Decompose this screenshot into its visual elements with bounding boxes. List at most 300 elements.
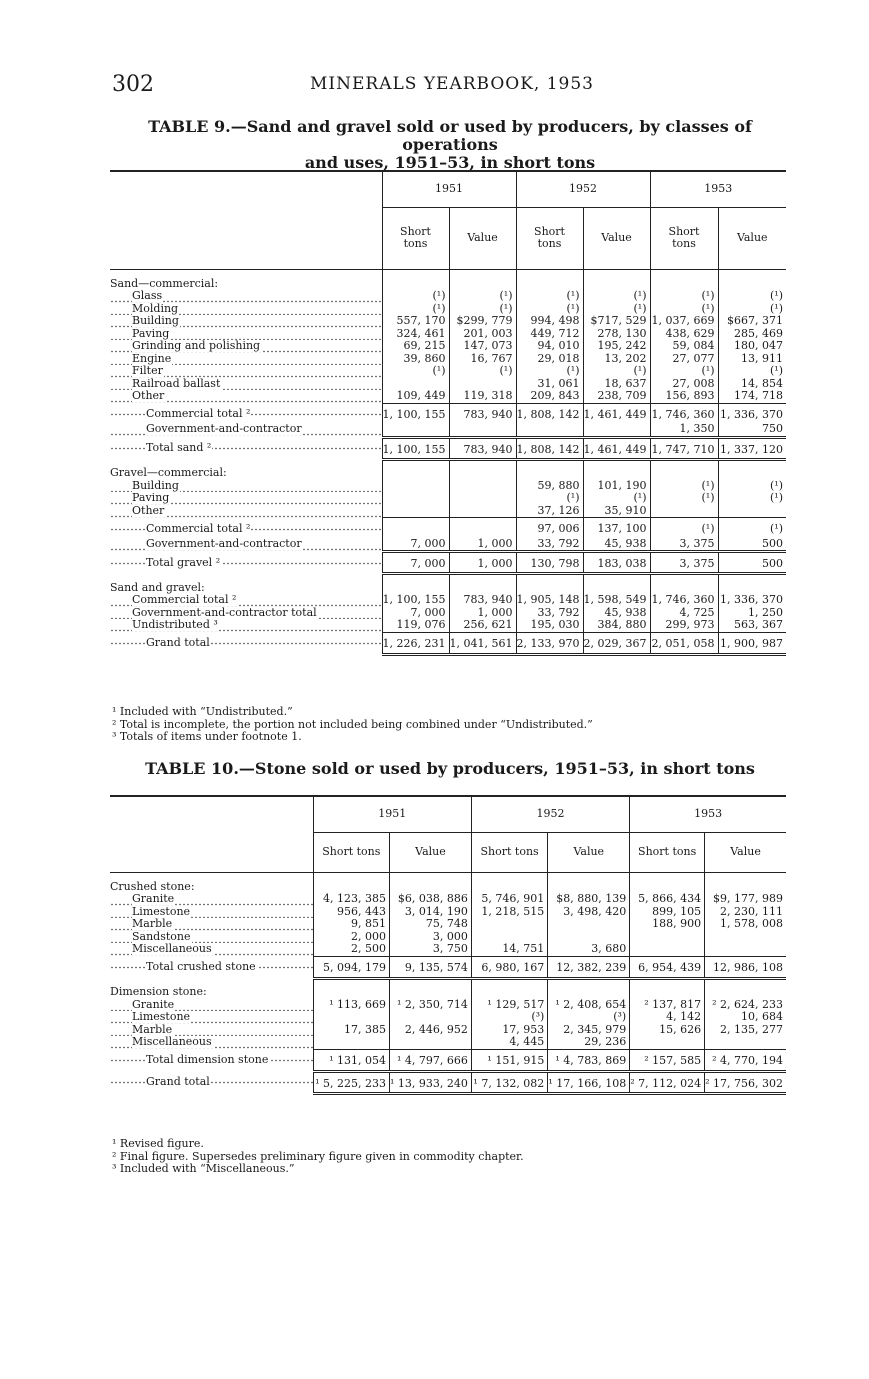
table10-row-label-text: Granite bbox=[132, 998, 175, 1011]
table9-row-label-text: Commercial total ² bbox=[146, 521, 251, 535]
table10-subheader: Value bbox=[548, 832, 630, 872]
table9-cell bbox=[718, 459, 786, 480]
table9-cell bbox=[718, 505, 786, 518]
table9-row-label-text: Total sand ² bbox=[146, 441, 212, 454]
table10-cell: $8, 880, 139 bbox=[548, 893, 630, 906]
table9-cell: 783, 940 bbox=[449, 594, 516, 607]
table9-row-label-text: Other bbox=[132, 504, 165, 517]
table9-cell bbox=[583, 574, 650, 595]
table9-cell: 994, 498 bbox=[516, 315, 583, 328]
table9-cell bbox=[449, 269, 516, 290]
table10-row-label bbox=[110, 906, 313, 919]
table9-row-label bbox=[110, 505, 382, 518]
table10-cell: ¹ 17, 166, 108 bbox=[548, 1071, 630, 1093]
table10-cell: 188, 900 bbox=[630, 918, 705, 931]
table9-cell: 2, 029, 367 bbox=[583, 632, 650, 654]
table10-row-label bbox=[110, 893, 313, 906]
table10-cell: 1, 578, 008 bbox=[705, 918, 786, 931]
table9-cell: (¹) bbox=[718, 480, 786, 493]
table10-row-label bbox=[110, 918, 313, 931]
table10-cell: ¹ 13, 933, 240 bbox=[390, 1071, 472, 1093]
table9-cell: 1, 746, 360 bbox=[650, 403, 718, 423]
table9-cell: (¹) bbox=[516, 492, 583, 505]
table10-row bbox=[110, 872, 786, 893]
table9-cell bbox=[382, 518, 449, 538]
table9-cell bbox=[449, 574, 516, 595]
table10-cell bbox=[705, 943, 786, 956]
table9-row bbox=[110, 290, 786, 303]
table9-cell: 1, 808, 142 bbox=[516, 437, 583, 459]
table10-cell: ² 137, 817 bbox=[630, 999, 705, 1012]
table9-cell bbox=[382, 505, 449, 518]
table9-cell: 1, 226, 231 bbox=[382, 632, 449, 654]
table10-cell bbox=[630, 943, 705, 956]
table9-cell: 209, 843 bbox=[516, 390, 583, 403]
table10-cell: 9, 851 bbox=[313, 918, 389, 931]
table9-cell bbox=[516, 574, 583, 595]
table10-cell: 12, 382, 239 bbox=[548, 956, 630, 978]
table9-cell: 97, 006 bbox=[516, 518, 583, 538]
table9-row bbox=[110, 423, 786, 437]
table10-cell bbox=[390, 872, 472, 893]
table10-cell: ² 7, 112, 024 bbox=[630, 1071, 705, 1093]
table9-cell: 384, 880 bbox=[583, 619, 650, 632]
table9-cell: 45, 938 bbox=[583, 607, 650, 620]
table9-footnote: ² Total is incomplete, the portion not included being combined under “Undistributed.” bbox=[112, 717, 593, 731]
table9-cell: 174, 718 bbox=[718, 390, 786, 403]
table10-cell: 12, 986, 108 bbox=[705, 956, 786, 978]
table9-subheader: Short tons bbox=[650, 207, 718, 269]
table9-cell: 27, 008 bbox=[650, 378, 718, 391]
table9-cell: 39, 860 bbox=[382, 353, 449, 366]
table9-cell bbox=[650, 574, 718, 595]
table9-cell: 156, 893 bbox=[650, 390, 718, 403]
table9-cell: 1, 336, 370 bbox=[718, 594, 786, 607]
table9-row-label bbox=[110, 492, 382, 505]
table10-cell bbox=[313, 978, 389, 999]
table9-cell: (¹) bbox=[382, 303, 449, 316]
table9-cell bbox=[516, 269, 583, 290]
table9-cell: 69, 215 bbox=[382, 340, 449, 353]
table9-cell bbox=[382, 574, 449, 595]
table10-row-label bbox=[110, 872, 313, 893]
table10-subheader: Short tons bbox=[471, 832, 547, 872]
table9-cell: 137, 100 bbox=[583, 518, 650, 538]
table10-cell: ¹ 131, 054 bbox=[313, 1049, 389, 1071]
table9-cell: (¹) bbox=[516, 303, 583, 316]
table10-cell: 5, 866, 434 bbox=[630, 893, 705, 906]
table9-row bbox=[110, 353, 786, 366]
table9-cell: 1, 000 bbox=[449, 607, 516, 620]
table9-cell: 183, 038 bbox=[583, 552, 650, 574]
table10-footnotes bbox=[112, 1138, 524, 1176]
table9-row-label bbox=[110, 353, 382, 366]
table10-row-label-text: Limestone bbox=[132, 905, 191, 918]
table9-cell: (¹) bbox=[650, 518, 718, 538]
table9-cell: 37, 126 bbox=[516, 505, 583, 518]
table10-row-label-text: Dimension stone: bbox=[110, 985, 207, 998]
table9-row-label-text: Paving bbox=[132, 327, 170, 340]
table10-row bbox=[110, 1049, 786, 1071]
running-head: MINERALS YEARBOOK, 1953 bbox=[310, 74, 594, 94]
table9-year-1951: 1951 bbox=[382, 171, 516, 207]
table9-row-label bbox=[110, 290, 382, 303]
table10-row-label-text: Miscellaneous bbox=[132, 943, 212, 955]
table9-cell: 2, 051, 058 bbox=[650, 632, 718, 654]
table9-cell: 557, 170 bbox=[382, 315, 449, 328]
table9-row-label bbox=[110, 328, 382, 341]
table10-cell: ¹ 113, 669 bbox=[313, 999, 389, 1012]
table9-cell bbox=[449, 492, 516, 505]
table9-cell: 1, 100, 155 bbox=[382, 437, 449, 459]
table10-cell: 2, 345, 979 bbox=[548, 1024, 630, 1037]
table9-cell: (¹) bbox=[650, 290, 718, 303]
table10-cell: 2, 000 bbox=[313, 931, 389, 944]
table10-row-label bbox=[110, 943, 313, 956]
table10-row-label-text: Granite bbox=[132, 893, 175, 905]
table10-row bbox=[110, 893, 786, 906]
table10-row-label-text: Crushed stone: bbox=[110, 879, 195, 893]
table9-cell: 33, 792 bbox=[516, 607, 583, 620]
table9-cell: 783, 940 bbox=[449, 437, 516, 459]
table9-cell: 1, 747, 710 bbox=[650, 437, 718, 459]
table10-cell: 6, 980, 167 bbox=[471, 956, 547, 978]
table9-cell: (¹) bbox=[516, 290, 583, 303]
table9-row-label bbox=[110, 538, 382, 552]
table9-row-label-text: Paving bbox=[132, 492, 170, 504]
table10-cell bbox=[390, 1036, 472, 1049]
table9-caption-line1: TABLE 9.—Sand and gravel sold or used by producers, by classes of operations bbox=[148, 117, 752, 154]
table9-row-label-text: Sand and gravel: bbox=[110, 580, 205, 594]
table10-row bbox=[110, 1011, 786, 1024]
table10-cell bbox=[471, 872, 547, 893]
table9-row-label bbox=[110, 459, 382, 480]
table9-cell: 1, 037, 669 bbox=[650, 315, 718, 328]
table9-row-label bbox=[110, 594, 382, 607]
table9-cell: 500 bbox=[718, 538, 786, 552]
table9-row-label bbox=[110, 315, 382, 328]
table9-cell bbox=[449, 518, 516, 538]
table9-cell: (¹) bbox=[449, 365, 516, 378]
table10-cell: 899, 105 bbox=[630, 906, 705, 919]
table10-cell: 75, 748 bbox=[390, 918, 472, 931]
table9-cell: 33, 792 bbox=[516, 538, 583, 552]
table9-cell: (¹) bbox=[718, 303, 786, 316]
table9-row-label-text: Grand total bbox=[146, 636, 210, 649]
table10-row bbox=[110, 978, 786, 999]
table9-row bbox=[110, 269, 786, 290]
table9-stub-header bbox=[110, 171, 382, 269]
table9-cell: 1, 100, 155 bbox=[382, 403, 449, 423]
table9-row-label-text: Government-and-contractor bbox=[146, 537, 302, 550]
table9-row-label bbox=[110, 303, 382, 316]
table9-row-label-text: Railroad ballast bbox=[132, 377, 221, 390]
table10-cell bbox=[390, 1011, 472, 1024]
table10-cell: 4, 142 bbox=[630, 1011, 705, 1024]
table9-cell: $299, 779 bbox=[449, 315, 516, 328]
table9-cell: 18, 637 bbox=[583, 378, 650, 391]
table10-cell: 10, 684 bbox=[705, 1011, 786, 1024]
table9-row bbox=[110, 403, 786, 423]
table9-cell: (¹) bbox=[516, 365, 583, 378]
table9-row bbox=[110, 365, 786, 378]
table9-cell: (¹) bbox=[650, 480, 718, 493]
table9-row-label bbox=[110, 619, 382, 632]
table9-subheader: Short tons bbox=[516, 207, 583, 269]
table9-cell bbox=[382, 423, 449, 437]
table10-cell: 3, 498, 420 bbox=[548, 906, 630, 919]
table9-cell bbox=[449, 423, 516, 437]
table9-subheader: Value bbox=[583, 207, 650, 269]
table9-cell: 16, 767 bbox=[449, 353, 516, 366]
table9-cell bbox=[718, 269, 786, 290]
table10-cell: ¹ 2, 408, 654 bbox=[548, 999, 630, 1012]
table10-row bbox=[110, 1024, 786, 1037]
table10-row-label-text: Total crushed stone bbox=[146, 960, 256, 973]
table9-cell: 3, 375 bbox=[650, 538, 718, 552]
table10-cell bbox=[630, 872, 705, 893]
table9-row bbox=[110, 619, 786, 632]
table9-cell: (¹) bbox=[583, 303, 650, 316]
table9-row-label-text: Filter bbox=[132, 365, 163, 377]
table9-row bbox=[110, 518, 786, 538]
table10-row-label-text: Marble bbox=[132, 1023, 173, 1036]
table9-cell bbox=[382, 480, 449, 493]
table9-cell: 2, 133, 970 bbox=[516, 632, 583, 654]
table9-caption-line2: and uses, 1951–53, in short tons bbox=[304, 153, 596, 172]
table9-cell: 1, 746, 360 bbox=[650, 594, 718, 607]
table9-cell: (¹) bbox=[718, 518, 786, 538]
table10-cell: 3, 750 bbox=[390, 943, 472, 956]
table9-cell: (¹) bbox=[382, 365, 449, 378]
table10-row-label bbox=[110, 999, 313, 1012]
table10-cell: ² 157, 585 bbox=[630, 1049, 705, 1071]
table9 bbox=[110, 170, 786, 656]
table9-row-label-text: Engine bbox=[132, 352, 172, 365]
table9-cell: 238, 709 bbox=[583, 390, 650, 403]
table9-row-label bbox=[110, 607, 382, 620]
table9-row-label bbox=[110, 480, 382, 493]
table9-cell bbox=[516, 459, 583, 480]
table9-row-label-text: Other bbox=[132, 390, 165, 402]
table9-subheader: Short tons bbox=[382, 207, 449, 269]
table9-row-label-text: Sand—commercial: bbox=[110, 276, 219, 290]
table10-cell: 9, 135, 574 bbox=[390, 956, 472, 978]
table10-stub-header bbox=[110, 796, 313, 872]
table9-row bbox=[110, 480, 786, 493]
table9-cell bbox=[650, 505, 718, 518]
table10-cell: ¹ 4, 797, 666 bbox=[390, 1049, 472, 1071]
table9-cell: 449, 712 bbox=[516, 328, 583, 341]
table9-cell bbox=[382, 459, 449, 480]
table9-cell: 195, 030 bbox=[516, 619, 583, 632]
table9-cell: 195, 242 bbox=[583, 340, 650, 353]
table9-cell: 29, 018 bbox=[516, 353, 583, 366]
table9-row-label-text: Building bbox=[132, 315, 179, 327]
table10-row-label bbox=[110, 1011, 313, 1024]
table9-row-label bbox=[110, 378, 382, 391]
table9-cell bbox=[583, 269, 650, 290]
table9-cell bbox=[449, 480, 516, 493]
table10-cell bbox=[548, 918, 630, 931]
table9-row-label bbox=[110, 574, 382, 595]
table10-cell bbox=[313, 1011, 389, 1024]
table10-cell: $9, 177, 989 bbox=[705, 893, 786, 906]
table9-cell: 27, 077 bbox=[650, 353, 718, 366]
table9-footnote: ³ Totals of items under footnote 1. bbox=[112, 730, 302, 743]
table10-footnote: ² Final figure. Supersedes preliminary figure given in commodity chapter. bbox=[112, 1149, 524, 1163]
table10-cell: 3, 680 bbox=[548, 943, 630, 956]
table9-cell: 1, 337, 120 bbox=[718, 437, 786, 459]
table10-year-1952: 1952 bbox=[471, 796, 629, 832]
table9-cell: 3, 375 bbox=[650, 552, 718, 574]
table10-cell bbox=[705, 872, 786, 893]
table10-cell: ² 4, 770, 194 bbox=[705, 1049, 786, 1071]
table9-cell: 7, 000 bbox=[382, 538, 449, 552]
table10-cell: ¹ 7, 132, 082 bbox=[471, 1071, 547, 1093]
table10-subheader: Value bbox=[390, 832, 472, 872]
table10-cell: 5, 746, 901 bbox=[471, 893, 547, 906]
table10-row-label-text: Total dimension stone bbox=[146, 1053, 269, 1066]
table10-row bbox=[110, 943, 786, 956]
table10-cell: 2, 230, 111 bbox=[705, 906, 786, 919]
table10-cell bbox=[313, 1036, 389, 1049]
table9-cell: 201, 003 bbox=[449, 328, 516, 341]
table10-cell: 5, 094, 179 bbox=[313, 956, 389, 978]
table10-row bbox=[110, 956, 786, 978]
table10-cell: 6, 954, 439 bbox=[630, 956, 705, 978]
table10-cell bbox=[548, 978, 630, 999]
table9-cell: 109, 449 bbox=[382, 390, 449, 403]
table10-year-1953: 1953 bbox=[630, 796, 786, 832]
table9-cell: 7, 000 bbox=[382, 552, 449, 574]
table9-cell: 7, 000 bbox=[382, 607, 449, 620]
table9-cell: 119, 318 bbox=[449, 390, 516, 403]
table10-cell bbox=[630, 1036, 705, 1049]
table9-year-1953: 1953 bbox=[650, 171, 786, 207]
table10-cell: $6, 038, 886 bbox=[390, 893, 472, 906]
table9-cell bbox=[650, 269, 718, 290]
table10-cell: 15, 626 bbox=[630, 1024, 705, 1037]
table9-row-label bbox=[110, 340, 382, 353]
table9-cell: 13, 202 bbox=[583, 353, 650, 366]
table9-subheader: Value bbox=[718, 207, 786, 269]
table10-cell: 17, 953 bbox=[471, 1024, 547, 1037]
table9-year-1952: 1952 bbox=[516, 171, 650, 207]
table9-cell: 1, 000 bbox=[449, 552, 516, 574]
table9-cell: 4, 725 bbox=[650, 607, 718, 620]
table10-row-label-text: Grand total bbox=[146, 1075, 210, 1088]
table9-cell: 13, 911 bbox=[718, 353, 786, 366]
table10-row-label-text: Sandstone bbox=[132, 930, 191, 943]
table9-row-label-text: Government-and-contractor bbox=[146, 423, 302, 435]
table9-row-label-text: Grinding and polishing bbox=[132, 340, 261, 352]
table9-row-label bbox=[110, 423, 382, 437]
table9-row bbox=[110, 459, 786, 480]
table10-row-label-text: Limestone bbox=[132, 1011, 191, 1023]
table9-row-label bbox=[110, 632, 382, 654]
table10-cell: 4, 123, 385 bbox=[313, 893, 389, 906]
table9-cell: 1, 350 bbox=[650, 423, 718, 437]
table9-cell: 285, 469 bbox=[718, 328, 786, 341]
table10-row-label bbox=[110, 956, 313, 978]
table9-row bbox=[110, 492, 786, 505]
table9-cell: 1, 041, 561 bbox=[449, 632, 516, 654]
table9-cell: (¹) bbox=[718, 492, 786, 505]
table9-row bbox=[110, 574, 786, 595]
table10-cell: ¹ 151, 915 bbox=[471, 1049, 547, 1071]
table9-cell: 119, 076 bbox=[382, 619, 449, 632]
table9-cell: 180, 047 bbox=[718, 340, 786, 353]
table9-cell: (¹) bbox=[650, 365, 718, 378]
table9-cell: (¹) bbox=[718, 290, 786, 303]
table10-cell: 17, 385 bbox=[313, 1024, 389, 1037]
table9-cell: 783, 940 bbox=[449, 403, 516, 423]
table9-cell: 1, 905, 148 bbox=[516, 594, 583, 607]
table9-row-label-text: Commercial total ² bbox=[146, 407, 251, 420]
table10-cell bbox=[313, 872, 389, 893]
table10-cell: 2, 500 bbox=[313, 943, 389, 956]
table10-cell: 3, 014, 190 bbox=[390, 906, 472, 919]
table9-cell: 324, 461 bbox=[382, 328, 449, 341]
table9-row-label-text: Glass bbox=[132, 290, 163, 302]
table9-row-label-text: Gravel—commercial: bbox=[110, 466, 227, 479]
table9-cell bbox=[718, 574, 786, 595]
table10-footnote: ¹ Revised figure. bbox=[112, 1137, 204, 1150]
table9-cell: 278, 130 bbox=[583, 328, 650, 341]
table10-cell bbox=[705, 1036, 786, 1049]
table10-cell bbox=[630, 931, 705, 944]
table9-row-label-text: Molding bbox=[132, 302, 179, 315]
table9-row bbox=[110, 552, 786, 574]
table9-cell: 31, 061 bbox=[516, 378, 583, 391]
table9-cell: 1, 250 bbox=[718, 607, 786, 620]
table10-cell: ¹ 2, 350, 714 bbox=[390, 999, 472, 1012]
table10-subheader: Value bbox=[705, 832, 786, 872]
table9-row-label-text: Building bbox=[132, 479, 179, 492]
table9-cell: 500 bbox=[718, 552, 786, 574]
table10-cell: 29, 236 bbox=[548, 1036, 630, 1049]
table10-cell bbox=[705, 978, 786, 999]
table10-row-label bbox=[110, 978, 313, 999]
table10-row-label bbox=[110, 1036, 313, 1049]
table10-row-label bbox=[110, 1049, 313, 1071]
table9-cell: (¹) bbox=[650, 303, 718, 316]
table9-row bbox=[110, 390, 786, 403]
table9-footnotes bbox=[112, 706, 593, 744]
table10-cell: 14, 751 bbox=[471, 943, 547, 956]
table10-cell: 2, 135, 277 bbox=[705, 1024, 786, 1037]
table9-row-label bbox=[110, 390, 382, 403]
table10-cell: ² 2, 624, 233 bbox=[705, 999, 786, 1012]
table9-cell: 45, 938 bbox=[583, 538, 650, 552]
table9-subheader: Value bbox=[449, 207, 516, 269]
table10-cell: 956, 443 bbox=[313, 906, 389, 919]
table10-cell bbox=[390, 978, 472, 999]
table9-cell: 438, 629 bbox=[650, 328, 718, 341]
table9-row bbox=[110, 505, 786, 518]
table9-cell: 1, 808, 142 bbox=[516, 403, 583, 423]
table10-cell: (³) bbox=[471, 1011, 547, 1024]
table10-cell: ¹ 4, 783, 869 bbox=[548, 1049, 630, 1071]
table9-row-label-text: Total gravel ² bbox=[146, 555, 221, 569]
table9-cell: 1, 461, 449 bbox=[583, 403, 650, 423]
table9-cell: $717, 529 bbox=[583, 315, 650, 328]
table9-cell: 256, 621 bbox=[449, 619, 516, 632]
table9-row-label bbox=[110, 437, 382, 459]
table9-cell: (¹) bbox=[583, 492, 650, 505]
table10-caption: TABLE 10.—Stone sold or used by producers, 1951–53, in short tons bbox=[145, 759, 755, 778]
